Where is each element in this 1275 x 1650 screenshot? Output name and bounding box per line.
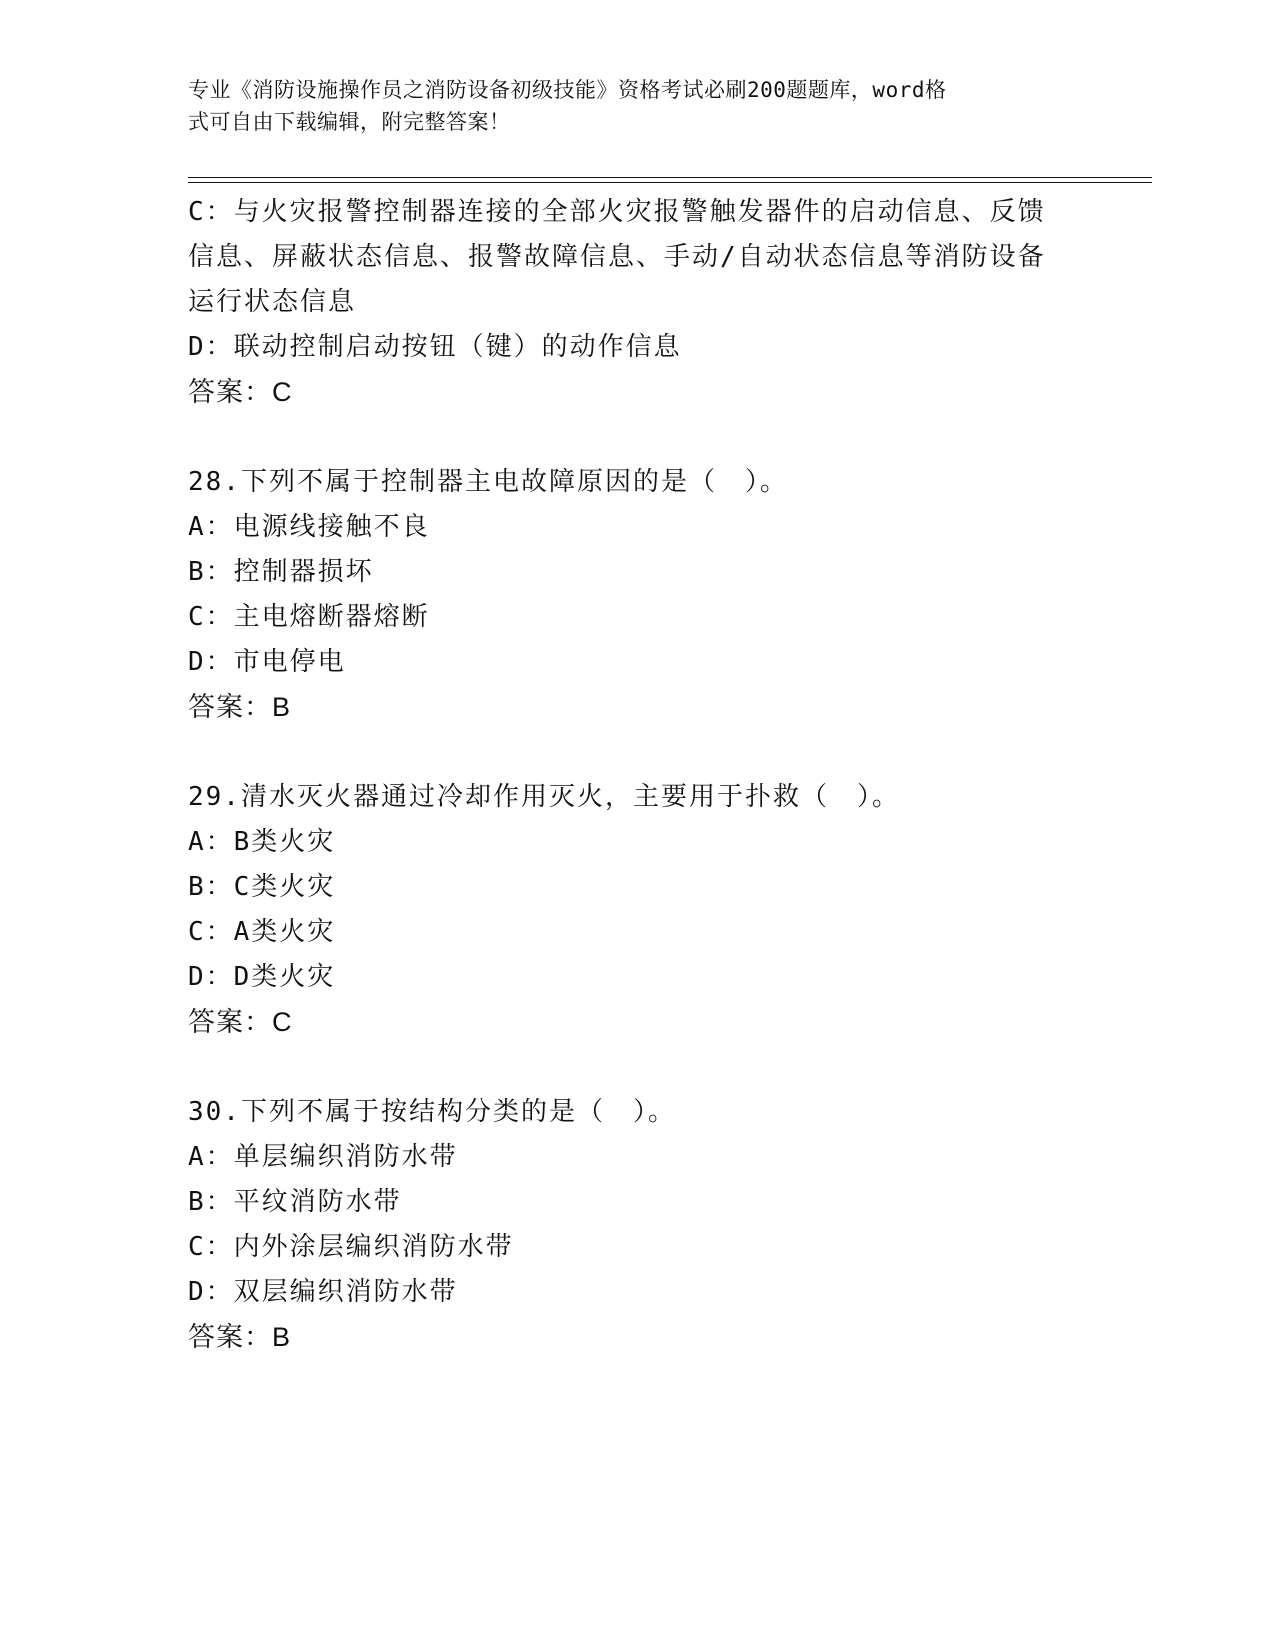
option-d: D：联动控制启动按钮（键）的动作信息 — [188, 332, 682, 362]
header-divider-top — [188, 177, 1152, 178]
option-c: C：A类火灾 — [188, 917, 336, 947]
question-stem: 29.清水灭火器通过冷却作用灭火，主要用于扑救（ ）。 — [188, 782, 900, 812]
answer: 答案：C — [188, 377, 293, 407]
question-content — [188, 190, 1088, 1360]
option-b: B：平纹消防水带 — [188, 1187, 402, 1217]
previous-question-tail — [188, 190, 1088, 415]
option-b: B：控制器损坏 — [188, 557, 374, 587]
question-stem: 30.下列不属于按结构分类的是（ ）。 — [188, 1097, 676, 1127]
option-d: D：D类火灾 — [188, 962, 336, 992]
option-b: B：C类火灾 — [188, 872, 336, 902]
question-30 — [188, 1090, 1088, 1360]
document-header — [188, 74, 1088, 138]
option-c: C：内外涂层编织消防水带 — [188, 1232, 514, 1262]
option-a: A：B类火灾 — [188, 827, 336, 857]
question-28 — [188, 460, 1088, 730]
option-c-line-3: 运行状态信息 — [188, 287, 357, 317]
header-divider-bottom — [188, 182, 1152, 183]
question-29 — [188, 775, 1088, 1045]
answer: 答案：B — [188, 1322, 292, 1352]
header-title-line-2: 式可自由下载编辑，附完整答案！ — [188, 110, 511, 134]
option-a: A：电源线接触不良 — [188, 512, 430, 542]
spacer — [188, 1045, 1088, 1090]
question-stem: 28.下列不属于控制器主电故障原因的是（ ）。 — [188, 467, 788, 497]
option-d: D：市电停电 — [188, 647, 346, 677]
option-c-line-2: 信息、屏蔽状态信息、报警故障信息、手动/自动状态信息等消防设备 — [188, 242, 1046, 272]
spacer — [188, 730, 1088, 775]
option-a: A：单层编织消防水带 — [188, 1142, 458, 1172]
option-c: C：主电熔断器熔断 — [188, 602, 430, 632]
answer: 答案：B — [188, 692, 292, 722]
option-d: D：双层编织消防水带 — [188, 1277, 458, 1307]
option-c-line-1: C：与火灾报警控制器连接的全部火灾报警触发器件的启动信息、反馈 — [188, 197, 1046, 227]
answer: 答案：C — [188, 1007, 293, 1037]
header-title-line-1: 专业《消防设施操作员之消防设备初级技能》资格考试必刷200题题库，word格 — [188, 78, 947, 102]
spacer — [188, 415, 1088, 460]
